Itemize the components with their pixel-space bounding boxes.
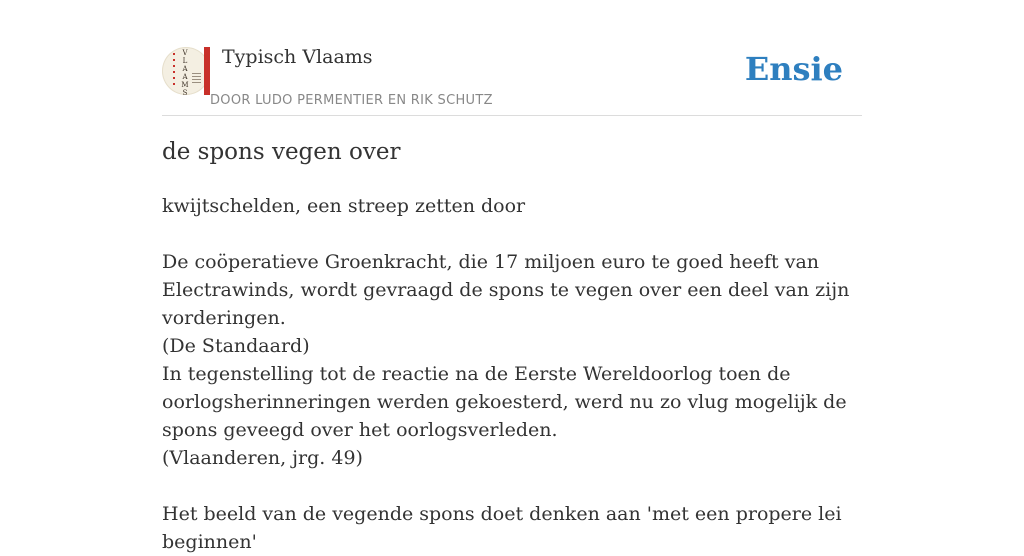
book-cover-thumbnail[interactable] — [162, 47, 210, 95]
paragraph-spacer — [162, 220, 862, 248]
book-title-link[interactable]: Typisch Vlaams — [222, 46, 373, 68]
entry-note: Het beeld van de vegende spons doet denken aan 'met een propere lei beginnen' — [162, 503, 842, 553]
entry-example-2: In tegenstelling tot de reactie na de Eerste Wereldoorlog toen de oorlogsherinneringen werden gekoesterd, werd nu zo vlug mogelijk de spons geveegd over het oorlogsverleden. — [162, 363, 847, 441]
entry-definition: kwijtschelden, een streep zetten door — [162, 195, 526, 217]
entry-title: de spons vegen over — [162, 139, 401, 165]
cover-decoration — [173, 53, 175, 87]
ensie-logo-link[interactable]: Ensie — [744, 50, 843, 88]
entry-source-2: (Vlaanderen, jrg. 49) — [162, 447, 363, 469]
paragraph-spacer — [162, 472, 862, 500]
book-authors: DOOR LUDO PERMENTIER EN RIK SCHUTZ — [210, 93, 493, 108]
book-header — [162, 44, 862, 116]
entry-body — [162, 192, 862, 556]
entry-example-1: De coöperatieve Groenkracht, die 17 miljoen euro te goed heeft van Electrawinds, wordt gevraagd de spons te vegen over een deel van zijn vorderingen. — [162, 251, 850, 329]
cover-fine-print — [192, 73, 201, 83]
cover-lettering: V L A A M S — [181, 49, 189, 97]
entry-source-1: (De Standaard) — [162, 335, 310, 357]
cover-red-edge — [204, 47, 210, 95]
